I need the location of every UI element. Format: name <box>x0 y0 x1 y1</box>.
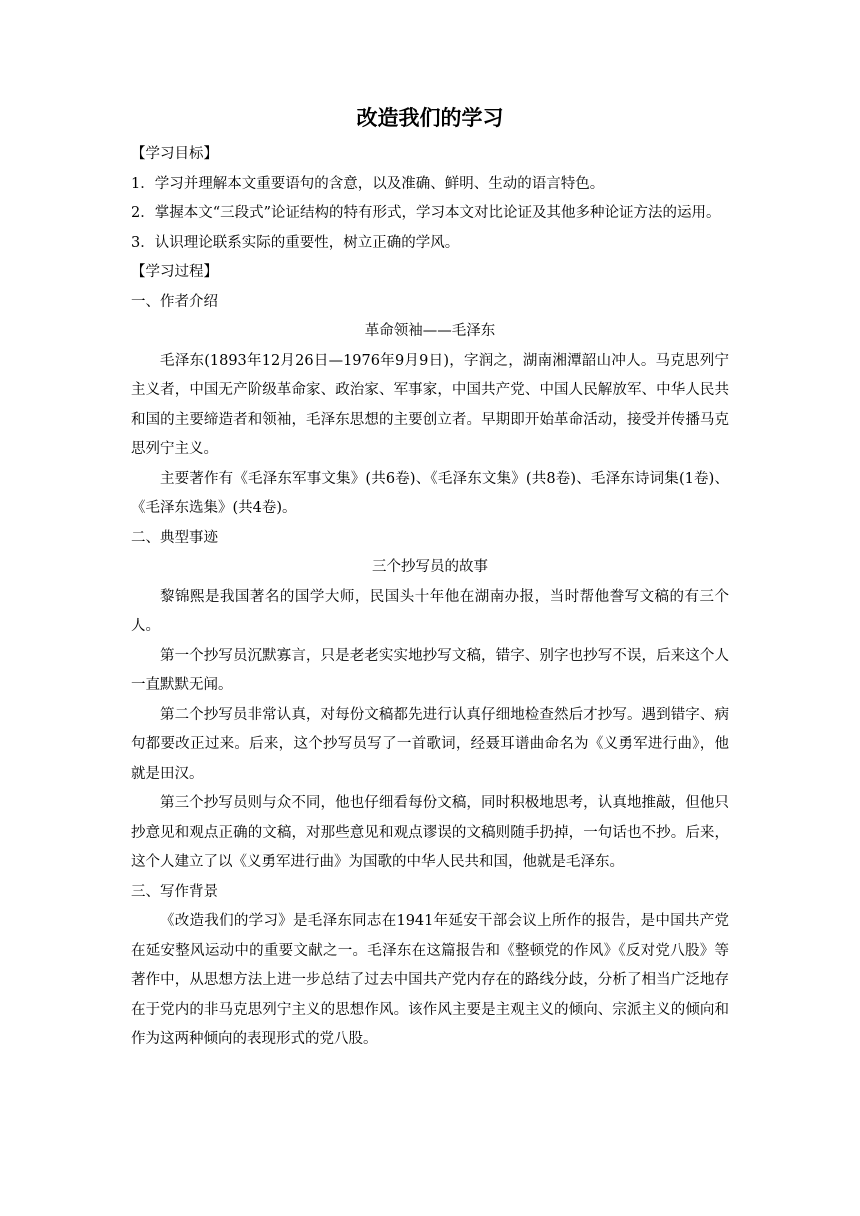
author-heading: 一、作者介绍 <box>131 293 218 310</box>
story-heading: 二、典型事迹 <box>131 529 218 546</box>
story-paragraph: 黎锦熙是我国著名的国学大师，民国头十年他在湖南办报，当时帮他誊写文稿的有三个人。 <box>131 588 729 634</box>
story-paragraph: 第一个抄写员沉默寡言，只是老老实实地抄写文稿，错字、别字也抄写不误，后来这个人一直默默无闻。 <box>131 647 729 693</box>
story-paragraph: 第三个抄写员则与众不同，他也仔细看每份文稿，同时积极地思考，认真地推敲，但他只抄意见和观点正确的文稿，对那些意见和观点谬误的文稿则随手扔掉，一句话也不抄。后来，这个人建立了以《义勇军进行曲》为国歌的中华人民共和国，他就是毛泽东。 <box>131 795 729 870</box>
document-body <box>131 96 729 1055</box>
process-heading: 【学习过程】 <box>131 264 218 280</box>
objectives-heading: 【学习目标】 <box>131 146 218 162</box>
background-heading: 三、写作背景 <box>131 883 218 900</box>
story-subtitle: 三个抄写员的故事 <box>372 559 488 575</box>
document-title: 改造我们的学习 <box>356 106 504 130</box>
background-paragraph: 《改造我们的学习》是毛泽东同志在1941年延安干部会议上所作的报告，是中国共产党在延安整风运动中的重要文献之一。毛泽东在这篇报告和《整顿党的作风》《反对党八股》等著作中，从思想方法上进一步总结了过去中国共产党内存在的路线分歧，分析了相当广泛地存在于党内的非马克思列宁主义的思想作风。该作风主要是主观主义的倾向、宗派主义的倾向和作为这两种倾向的表现形式的党八股。 <box>131 913 729 1047</box>
author-subtitle: 革命领袖——毛泽东 <box>364 323 496 339</box>
objective-item: 3．认识理论联系实际的重要性，树立正确的学风。 <box>131 234 460 251</box>
objective-item: 1．学习并理解本文重要语句的含意，以及准确、鲜明、生动的语言特色。 <box>131 175 605 192</box>
story-paragraph: 第二个抄写员非常认真，对每份文稿都先进行认真仔细地检查然后才抄写。遇到错字、病句都要改正过来。后来，这个抄写员写了一首歌词，经聂耳谱曲命名为《义勇军进行曲》，他就是田汉。 <box>131 706 729 782</box>
author-paragraph: 主要著作有《毛泽东军事文集》(共6卷)、《毛泽东文集》(共8卷)、毛泽东诗词集(1卷)、《毛泽东选集》(共4卷)。 <box>131 470 729 516</box>
author-paragraph: 毛泽东(1893年12月26日—1976年9月9日)，字润之，湖南湘潭韶山冲人。马克思列宁主义者，中国无产阶级革命家、政治家、军事家，中国共产党、中国人民解放军、中华人民共和国的主要缔造者和领袖，毛泽东思想的主要创立者。早期即开始革命活动，接受并传播马克思列宁主义。 <box>131 352 729 457</box>
objective-item: 2．掌握本文“三段式”论证结构的特有形式，学习本文对比论证及其他多种论证方法的运用。 <box>131 205 721 221</box>
